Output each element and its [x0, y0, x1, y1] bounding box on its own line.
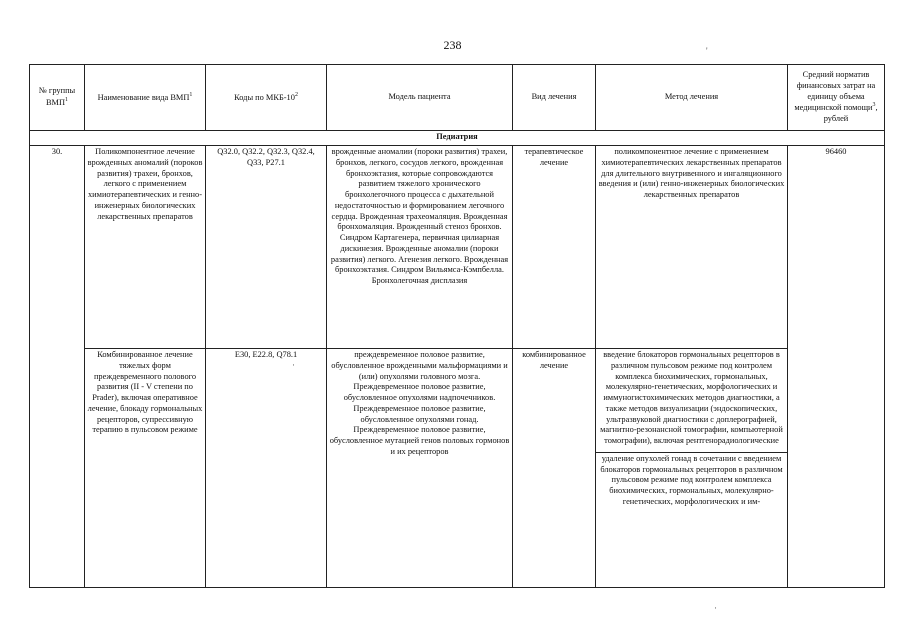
treatment-type: комбинированное лечение: [513, 349, 596, 588]
header-patient-model: Модель пациента: [327, 65, 513, 131]
method-item: удаление опухолей гонад в сочетании с введением блокаторов гормональных рецепторов в различном пульсовом режиме под контролем комплекса биохимических, гормональных, молекулярно-генетических, морфологических и им-: [596, 452, 787, 509]
table-row: [30, 349, 885, 588]
cost-norm: 96460: [788, 146, 885, 588]
method-item: введение блокаторов гормональных рецепторов в различном пульсовом режиме под контролем комплекса биохимических, гормональных, молекулярно-генетических, морфологических и иммуногистохимических методов диагностики, а также методов визуализации (эндоскопических, ультразвуковой диагностики с доплерографией, магнитно-резонансной томографии, компьютерной томографии), включая рентгенорадиологические: [600, 350, 783, 445]
treatment-method: [596, 146, 788, 349]
header-treatment-type: Вид лечения: [513, 65, 596, 131]
group-number: 30.: [30, 146, 85, 588]
header-vmp-name: Наименование вида ВМП$^1$: [85, 65, 206, 131]
icd-codes: Q32.0, Q32.2, Q32.3, Q32.4, Q33, P27.1: [206, 146, 327, 349]
scan-mark: ': [706, 46, 708, 56]
method-item: поликомпонентное лечение с применением химиотерапевтических лекарственных препаратов для длительного внутривенного и ингаляционного введения и (или) генно-инженерных биологических лекарственных препаратов: [598, 147, 785, 199]
treatment-method: [596, 349, 788, 588]
icd-codes: E30, E22.8, Q78.1: [206, 349, 327, 588]
page-number: 238: [443, 38, 462, 52]
vmp-name: Комбинированное лечение тяжелых форм преждевременного полового развития (II - V степени по Prader), включая оперативное лечение, блокаду гормональных рецепторов, супрессивную терапию в пульсовом режиме: [85, 349, 206, 588]
patient-model: преждевременное половое развитие, обусловленное врожденными мальформациями и (или) опухолями головного мозга. Преждевременное половое развитие, обусловленное опухолями надпочечников. Преждевременное половое развитие, обусловленное опухолями гонад. Преждевременное половое развитие, обусловленное мутацией генов половых гормонов и их рецепторов: [327, 349, 513, 588]
vmp-table: [29, 64, 885, 588]
scan-mark: ·: [714, 603, 717, 613]
header-cost-norm: Средний норматив финансовых затрат на единицу объема медицинской помощи$^3$, рублей: [788, 65, 885, 131]
header-icd-codes: Коды по МКБ-$10^2$: [206, 65, 327, 131]
scan-mark: ·: [292, 360, 295, 370]
treatment-type: терапевтическое лечение: [513, 146, 596, 349]
table-row: [30, 146, 885, 349]
vmp-name: Поликомпонентное лечение врожденных аномалий (пороков развития) трахеи, бронхов, легкого с применением химиотерапевтических и генно-инженерных биологических лекарственных препаратов: [85, 146, 206, 349]
table-header-row: [30, 65, 885, 131]
header-group-number: № группы ВМП$^1$: [30, 65, 85, 131]
patient-model: врожденные аномалии (пороки развития) трахеи, бронхов, легкого, сосудов легкого, врожденная бронхоэктазия, которые сопровождаются развитием тяжелого хронического бронхолегочного процесса с дыхательной недостаточностью и формированием легочного сердца. Врожденная трахеомаляция. Врожденная бронхомаляция. Врожденный стеноз бронхов. Синдром Картагенера, первичная цилиарная дискинезия. Врожденные аномалии (пороки развития) легкого. Агенезия легкого. Врожденная бронхоэктазия. Синдром Вильямса-Кэмпбелла. Бронхолегочная дисплазия: [327, 146, 513, 349]
section-row: [30, 131, 885, 146]
section-title: Педиатрия: [30, 131, 885, 146]
header-treatment-method: Метод лечения: [596, 65, 788, 131]
